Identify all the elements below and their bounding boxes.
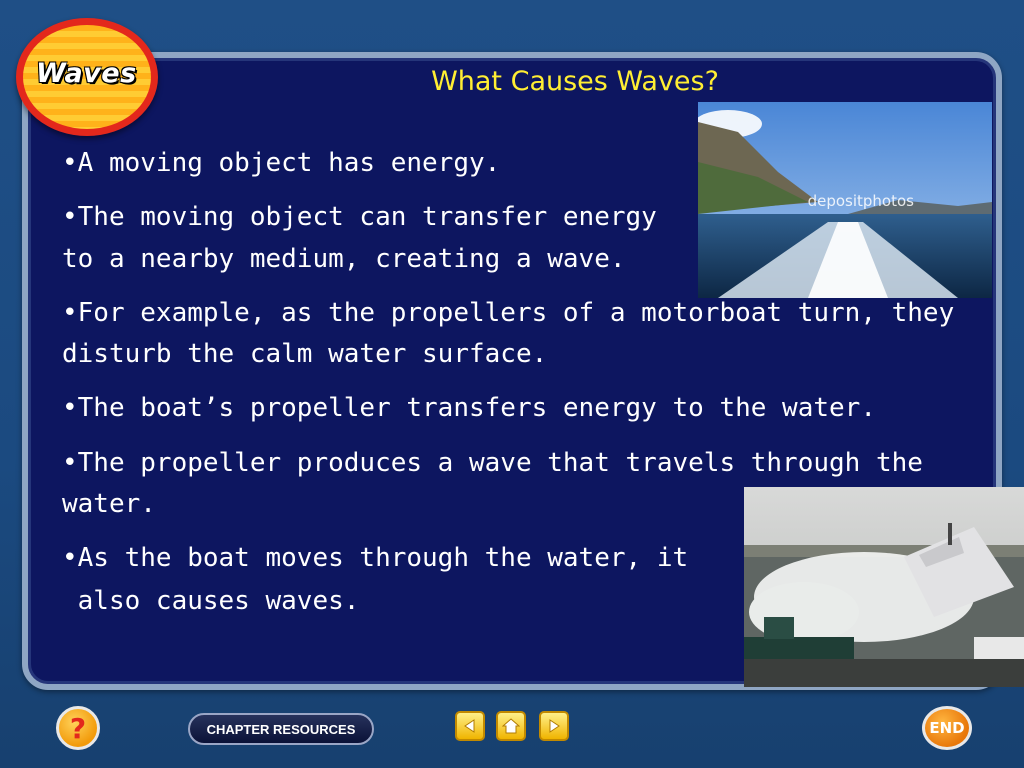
ship-launch-photo	[744, 487, 1024, 687]
bullet-line: •For example, as the propellers of a motorboat turn, they	[62, 298, 955, 328]
bullet-line: •The moving object can transfer energy	[62, 202, 657, 232]
bullet-line: •As the boat moves through the water, it	[62, 543, 689, 573]
previous-button[interactable]	[455, 711, 485, 741]
bullet-line: water.	[62, 489, 156, 519]
home-icon	[502, 717, 520, 735]
bullet-line: disturb the calm water surface.	[62, 339, 548, 369]
home-button[interactable]	[496, 711, 526, 741]
end-button[interactable]	[922, 706, 972, 750]
help-icon: ?	[69, 711, 87, 745]
badge-label: Waves	[36, 58, 137, 89]
end-icon: END	[929, 719, 965, 737]
bullet-line: also causes waves.	[62, 586, 360, 616]
help-button[interactable]	[56, 706, 100, 750]
photo-watermark: depositphotos	[807, 192, 914, 210]
bullet-line: •The propeller produces a wave that travels through the	[62, 448, 923, 478]
bullet-line: •The boat’s propeller transfers energy to the water.	[62, 393, 876, 423]
bullet-line: to a nearby medium, creating a wave.	[62, 244, 626, 274]
next-button[interactable]	[539, 711, 569, 741]
motorboat-wake-photo	[698, 102, 992, 298]
chapter-resources-button[interactable]: CHAPTER RESOURCES	[188, 713, 374, 745]
next-arrow-icon	[546, 718, 562, 734]
slide-title: What Causes Waves?	[431, 66, 719, 97]
previous-arrow-icon	[462, 718, 478, 734]
bullet-line: •A moving object has energy.	[62, 148, 501, 178]
